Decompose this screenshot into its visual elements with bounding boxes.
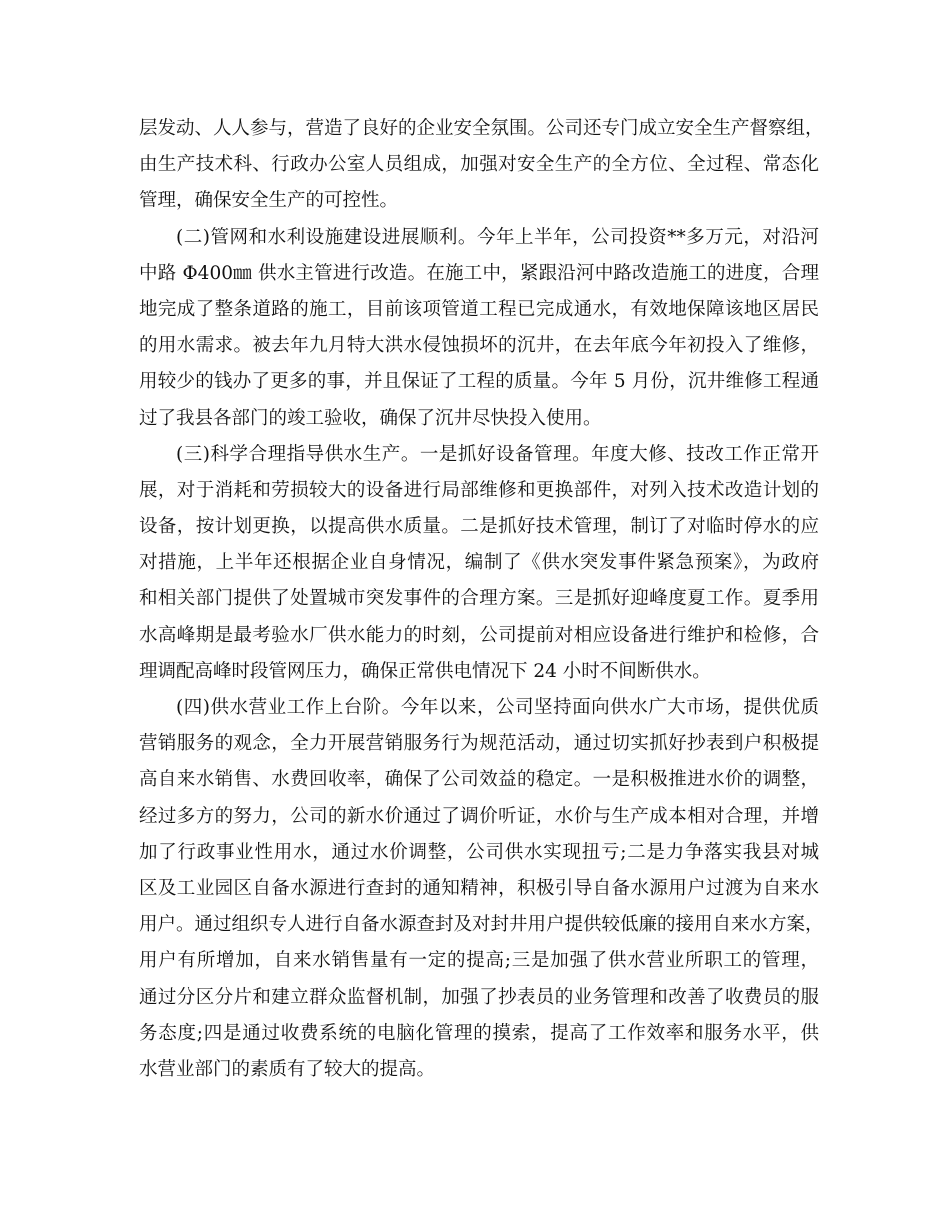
text-line: (四)供水营业工作上台阶。今年以来，公司坚持面向供水广大市场，提供优质 xyxy=(176,697,819,718)
text-line: (三)科学合理指导供水生产。一是抓好设备管理。年度大修、技改工作正常开 xyxy=(176,443,819,465)
document-body xyxy=(139,111,824,1088)
text-line: 加了行政事业性用水，通过水价调整，公司供水实现扭亏;二是力争落实我县对城 xyxy=(139,841,819,863)
text-line: 设备，按计划更换，以提高供水质量。二是抓好技术管理，制订了对临时停水的应 xyxy=(139,516,819,538)
text-line: 中路 Φ400㎜ 供水主管进行改造。在施工中，紧跟沿河中路改造施工的进度，合理 xyxy=(139,262,819,284)
text-line: 高自来水销售、水费回收率，确保了公司效益的稳定。一是积极推进水价的调整， xyxy=(139,769,819,791)
text-line: 的用水需求。被去年九月特大洪水侵蚀损坏的沉井，在去年底今年初投入了维修， xyxy=(139,335,819,357)
text-line: 区及工业园区自备水源进行查封的通知精神，积极引导自备水源用户过渡为自来水 xyxy=(139,877,819,899)
text-line: 对措施，上半年还根据企业自身情况，编制了《供水突发事件紧急预案》，为政府 xyxy=(139,552,819,574)
text-line: 和相关部门提供了处置城市突发事件的合理方案。三是抓好迎峰度夏工作。夏季用 xyxy=(139,588,819,610)
text-line: 水高峰期是最考验水厂供水能力的时刻，公司提前对相应设备进行维护和检修，合 xyxy=(139,624,819,646)
text-line: 营销服务的观念，全力开展营销服务行为规范活动，通过切实抓好抄表到户积极提 xyxy=(139,733,819,755)
text-line: 由生产技术科、行政办公室人员组成，加强对安全生产的全方位、全过程、常态化 xyxy=(139,154,819,176)
text-line: 展，对于消耗和劳损较大的设备进行局部维修和更换部件，对列入技术改造计划的 xyxy=(139,479,819,501)
text-line: 过了我县各部门的竣工验收，确保了沉井尽快投入使用。 xyxy=(139,407,602,429)
text-line: 水营业部门的素质有了较大的提高。 xyxy=(139,1058,436,1080)
text-line: 理调配高峰时段管网压力，确保正常供电情况下 24 小时不间断供水。 xyxy=(139,660,711,682)
text-line: 用较少的钱办了更多的事，并且保证了工程的质量。今年 5 月份，沉井维修工程通 xyxy=(139,371,819,393)
text-line: (二)管网和水利设施建设进展顺利。今年上半年，公司投资**多万元，对沿河 xyxy=(176,226,819,248)
text-line: 用户有所增加，自来水销售量有一定的提高;三是加强了供水营业所职工的管理， xyxy=(139,950,819,972)
text-line: 管理，确保安全生产的可控性。 xyxy=(139,190,399,212)
text-line: 层发动、人人参与，营造了良好的企业安全氛围。公司还专门成立安全生产督察组， xyxy=(139,118,824,139)
text-line: 地完成了整条道路的施工，目前该项管道工程已完成通水，有效地保障该地区居民 xyxy=(139,298,819,320)
text-line: 通过分区分片和建立群众监督机制，加强了抄表员的业务管理和改善了收费员的服 xyxy=(139,986,819,1008)
text-line: 经过多方的努力，公司的新水价通过了调价听证，水价与生产成本相对合理，并增 xyxy=(139,805,819,827)
text-line: 务态度;四是通过收费系统的电脑化管理的摸索，提高了工作效率和服务水平，供 xyxy=(139,1022,819,1044)
text-line: 用户。通过组织专人进行自备水源查封及对封井用户提供较低廉的接用自来水方案， xyxy=(139,914,824,936)
